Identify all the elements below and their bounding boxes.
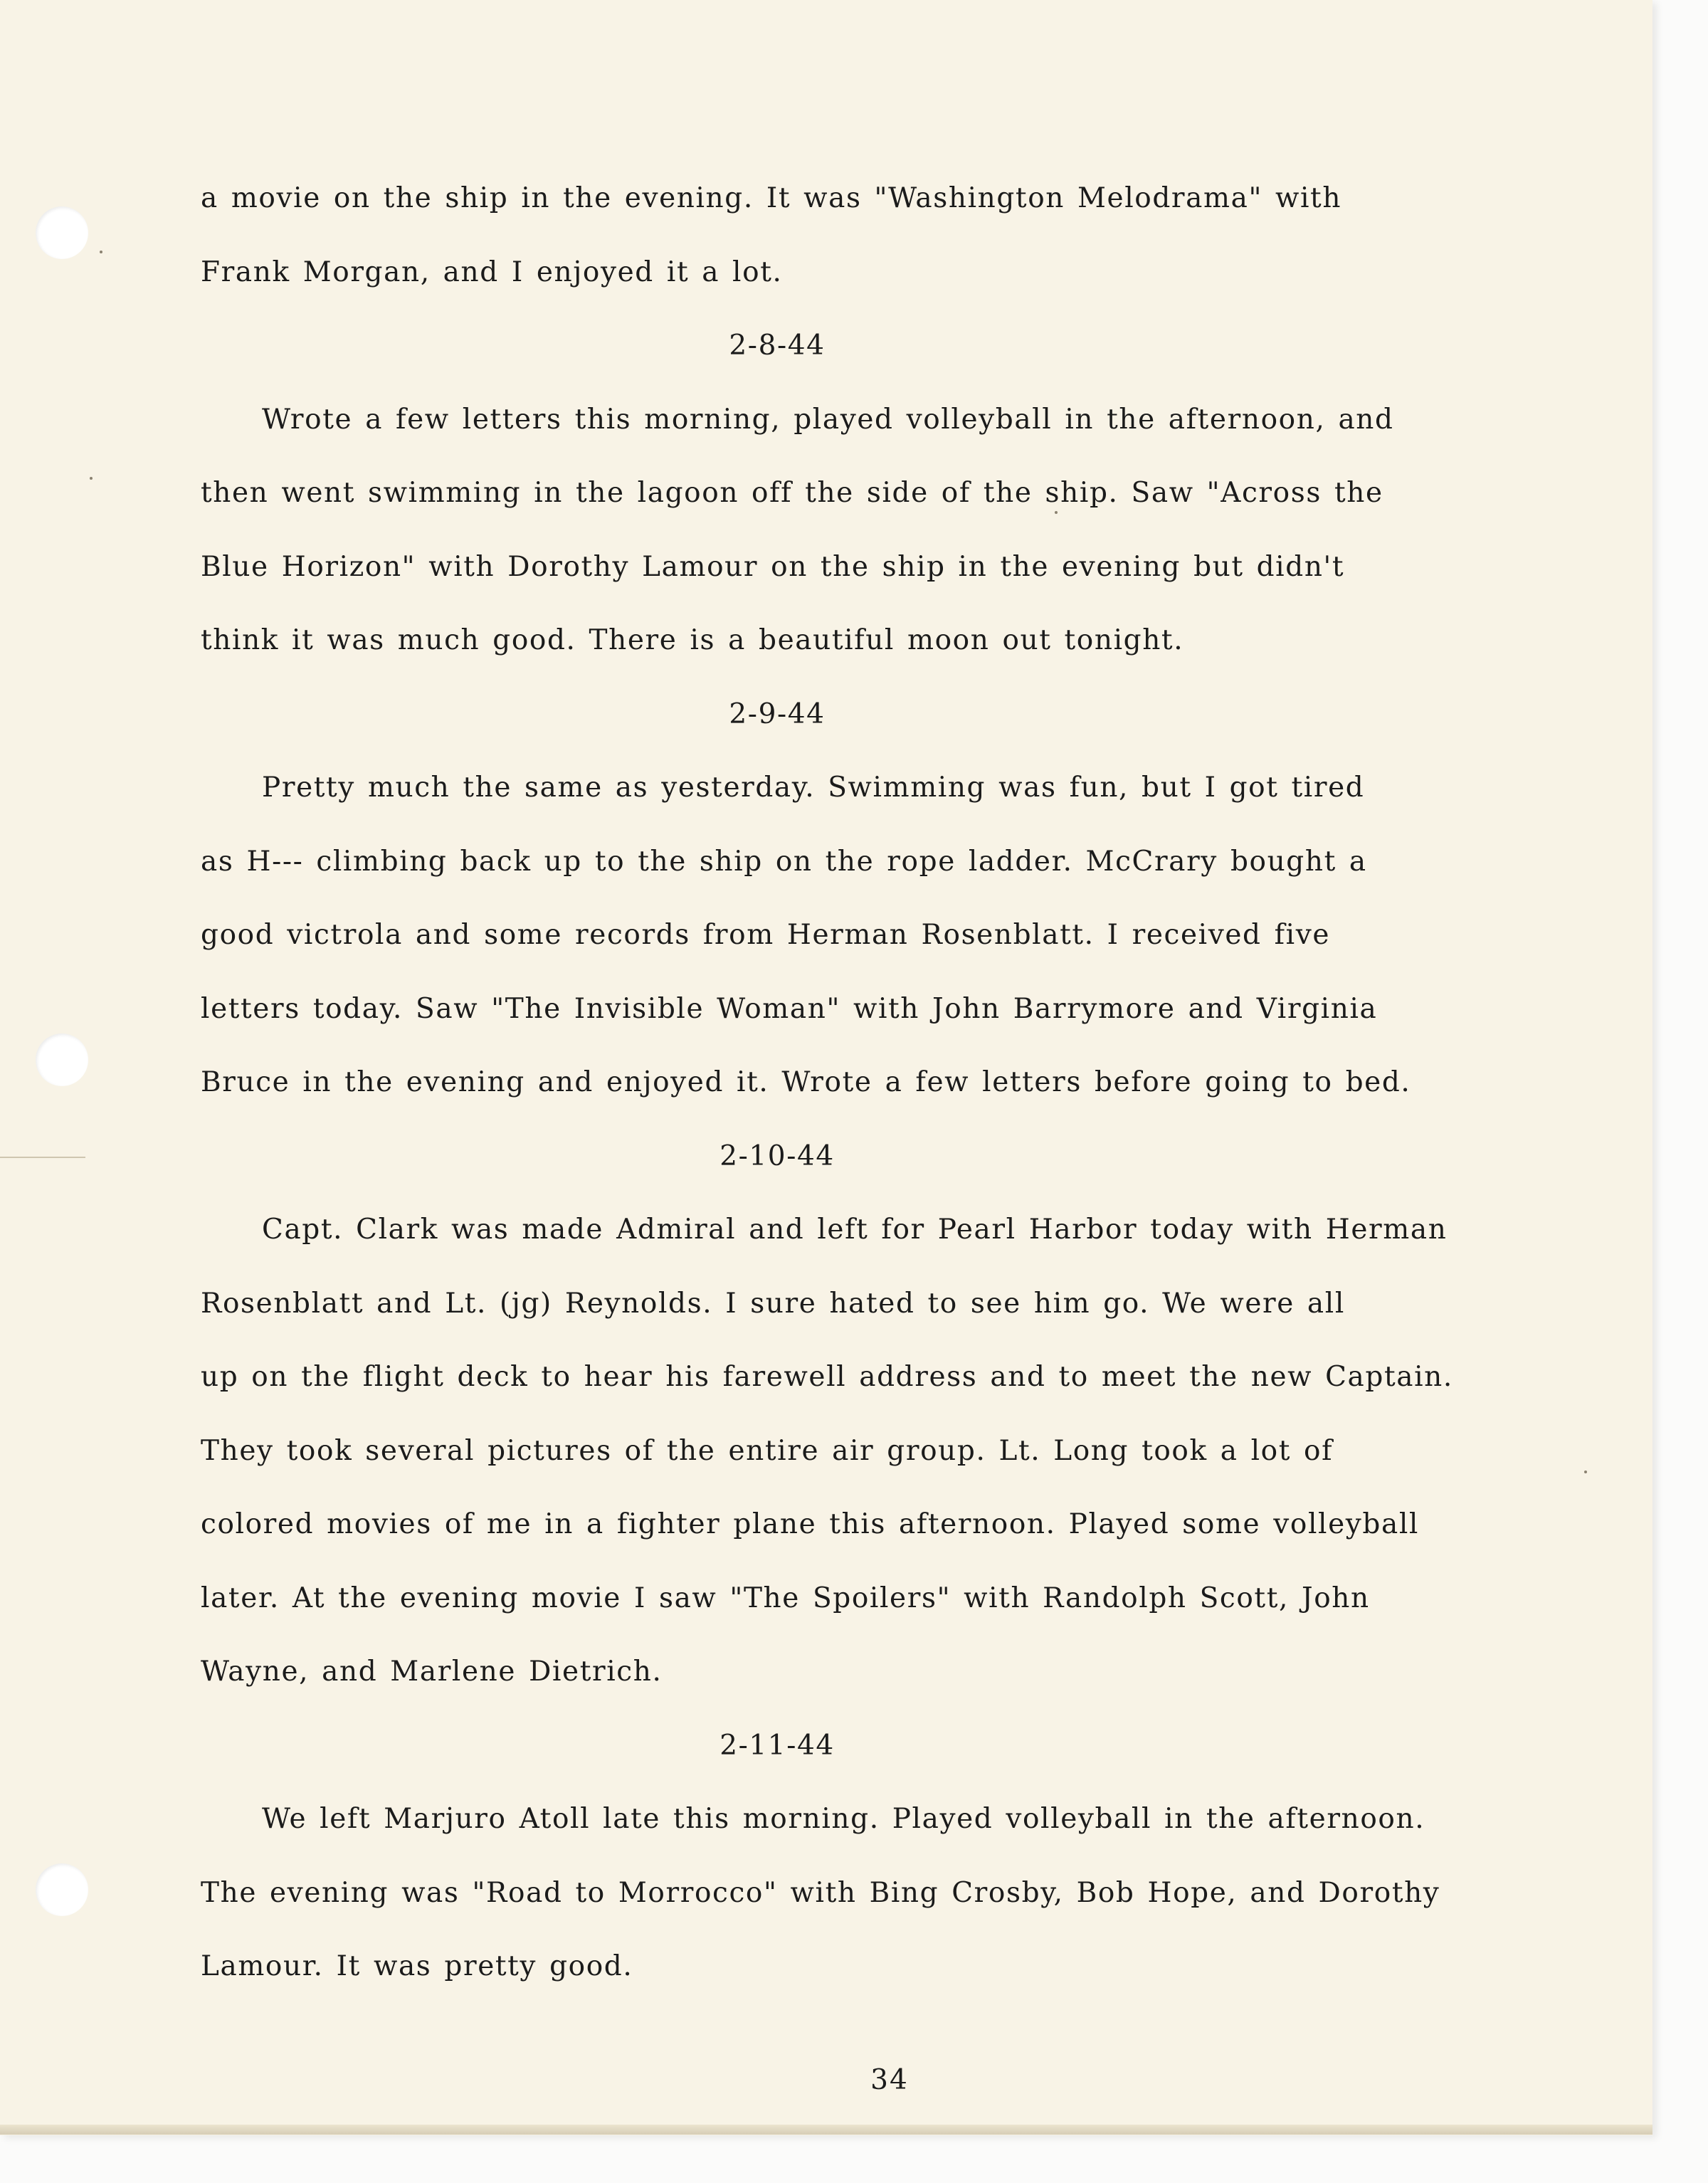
text-line: a movie on the ship in the evening. It was "Washington Melodrama" with [201, 182, 1342, 214]
page-speck [1584, 1471, 1587, 1473]
text-line: Wrote a few letters this morning, played volleyball in the afternoon, and [262, 403, 1394, 436]
text-line: Wayne, and Marlene Dietrich. [201, 1656, 663, 1688]
text-line: The evening was "Road to Morrocco" with Bing Crosby, Bob Hope, and Dorothy [201, 1876, 1440, 1909]
text-line: as H--- climbing back up to the ship on the rope ladder. McCrary bought a [201, 845, 1367, 878]
text-line: They took several pictures of the entire air group. Lt. Long took a lot of [201, 1434, 1334, 1467]
diary-text [201, 171, 1524, 2013]
text-line: letters today. Saw "The Invisible Woman" with John Barrymore and Virginia [201, 992, 1378, 1025]
entry-date: 2-9-44 [729, 698, 826, 730]
entry-date: 2-10-44 [719, 1140, 835, 1172]
text-line: then went swimming in the lagoon off the side of the ship. Saw "Across the [201, 477, 1383, 509]
page-speck [90, 477, 93, 480]
text-line: Frank Morgan, and I enjoyed it a lot. [201, 256, 783, 288]
text-line: colored movies of me in a fighter plane this afternoon. Played some volleyball [201, 1508, 1419, 1540]
text-line: Capt. Clark was made Admiral and left for Pearl Harbor today with Herman [262, 1214, 1448, 1246]
page-bottom-edge [0, 2125, 1652, 2135]
entry-date: 2-11-44 [719, 1729, 835, 1762]
binder-hole-bottom [36, 1863, 88, 1916]
text-line: good victrola and some records from Herman Rosenblatt. I received five [201, 919, 1331, 951]
text-line: later. At the evening movie I saw "The Spoilers" with Randolph Scott, John [201, 1582, 1370, 1614]
text-line: Rosenblatt and Lt. (jg) Reynolds. I sure hated to see him go. We were all [201, 1287, 1345, 1320]
page-number: 34 [870, 2064, 909, 2096]
text-line: Pretty much the same as yesterday. Swimming was fun, but I got tired [262, 772, 1365, 804]
page-speck [100, 251, 102, 253]
text-line: think it was much good. There is a beautiful moon out tonight. [201, 624, 1184, 656]
page-mark-line [0, 1157, 85, 1158]
text-line: Blue Horizon" with Dorothy Lamour on the ship in the evening but didn't [201, 550, 1345, 583]
binder-hole-middle [36, 1033, 88, 1086]
binder-hole-top [36, 206, 88, 259]
entry-date: 2-8-44 [729, 330, 826, 362]
text-line: Bruce in the evening and enjoyed it. Wrote a few letters before going to bed. [201, 1066, 1411, 1098]
text-line: Lamour. It was pretty good. [201, 1950, 633, 1982]
text-line: We left Marjuro Atoll late this morning. Played volleyball in the afternoon. [262, 1803, 1425, 1835]
text-line: up on the flight deck to hear his farewell address and to meet the new Captain. [201, 1361, 1453, 1393]
